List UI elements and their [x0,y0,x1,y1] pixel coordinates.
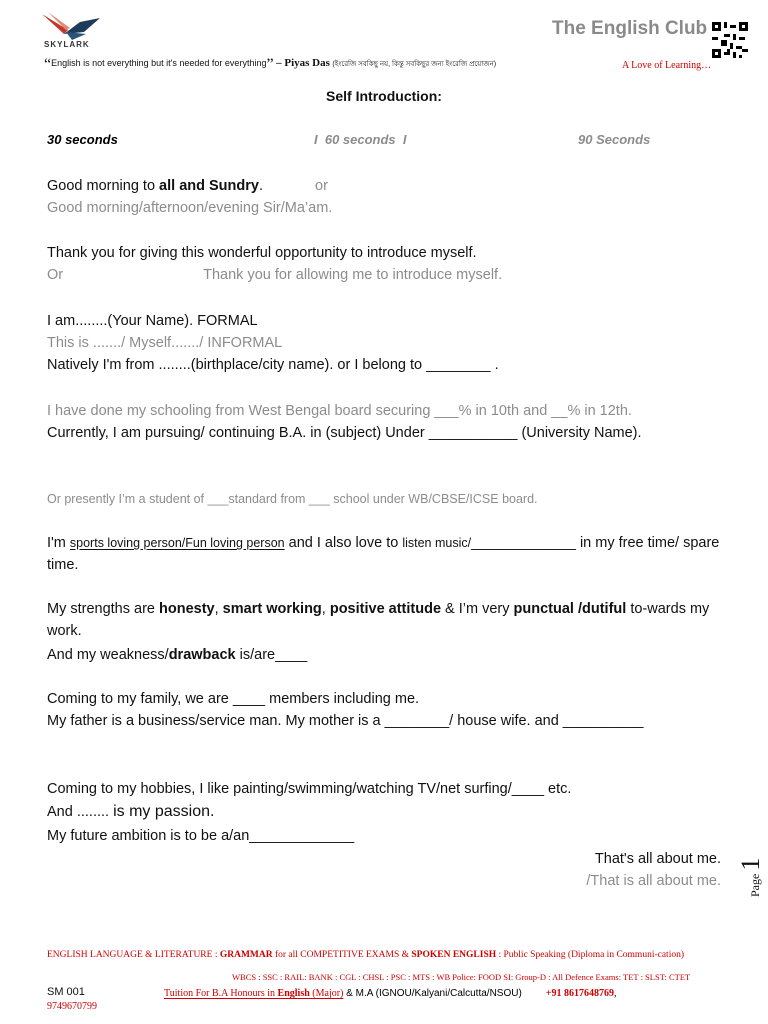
header-quote: “English is not everything but it's needed for everything” – Piyas Das (ইংরেজি সবকিছু নয়, কিন্তু সবকিছুর জন্য ইংরেজি প্রয়োজন) [44,56,497,73]
footer-line-3: Tuition For B.A Honours in English (Major) & M.A (IGNOU/Kalyani/Calcutta/NSOU) +91 8617648769, [164,988,617,999]
timing-60: I 60 seconds I [314,132,407,147]
footer-line-2: WBCS : SSC : RAIL: BANK : CGL : CHSL : PSC : MTS : WB Police: FOOD SI: Group-D : All Defence Exams: TET : SLST: CTET [232,972,691,982]
page-title: Self Introduction: [326,88,442,104]
hobbies: Coming to my hobbies, I like painting/swimming/watching TV/net surfing/____ etc. [47,781,572,797]
strengths: My strengths are honesty, smart working, positive attitude & I’m very punctual /dutiful to-wards my work. [47,601,710,639]
closing-alt: /That is all about me. [586,873,721,889]
pursuing: Currently, I am pursuing/ continuing B.A. in (subject) Under ___________ (University Name). [47,425,642,441]
quote-bengali: (ইংরেজি সবকিছু নয়, কিন্তু সবকিছুর জন্য ইংরেজি প্রয়োজন) [332,61,497,68]
quote-text: English is not everything but it's needed for everything [51,58,267,68]
quote-author: – Piyas Das [276,57,330,69]
thanks-alt: Or Thank you for allowing me to introduce myself. [47,267,503,283]
greeting: Good morning to all and Sundry. or [47,178,328,194]
hobby-intro: I'm sports loving person/Fun loving person and I also love to listen music/_____________ in my free time/ spare time. [47,535,720,573]
qr-code-icon [712,22,748,58]
club-title: The English Club [552,18,708,39]
student-alt: Or presently I’m a student of ___standard from ___ school under WB/CBSE/ICSE board. [47,492,538,506]
page-number: Page 1 [736,857,765,897]
native-place: Natively I'm from ........(birthplace/city name). or I belong to ________ . [47,357,499,373]
greeting-alt: Good morning/afternoon/evening Sir/Ma’am. [47,200,333,216]
doc-code: SM 001 [47,986,85,998]
name-formal: I am........(Your Name). FORMAL [47,313,258,329]
timing-30: 30 seconds [47,132,118,147]
logo-text: SKYLARK [44,40,90,49]
footer-line-1: ENGLISH LANGUAGE & LITERATURE : GRAMMAR for all COMPETITIVE EXAMS & SPOKEN ENGLISH : Public Speaking (Diploma in Communi-cation) [47,950,684,960]
thanks: Thank you for giving this wonderful opportunity to introduce myself. [47,245,477,261]
tagline: A Love of Learning… [622,60,712,71]
schooling: I have done my schooling from West Bengal board securing ___% in 10th and __% in 12th. [47,403,632,419]
closing: That's all about me. [594,851,721,867]
weakness: And my weakness/drawback is/are____ [47,647,308,663]
passion: And ........ is my passion. [47,803,215,820]
family: Coming to my family, we are ____ members including me. [47,691,420,707]
timing-90: 90 Seconds [578,132,651,147]
name-informal: This is ......./ Myself......./ INFORMAL [47,335,283,351]
ambition: My future ambition is to be a/an_____________ [47,828,355,844]
parents: My father is a business/service man. My mother is a ________/ house wife. and __________ [47,713,644,729]
footer-phone: 9749670799 [47,1001,97,1012]
